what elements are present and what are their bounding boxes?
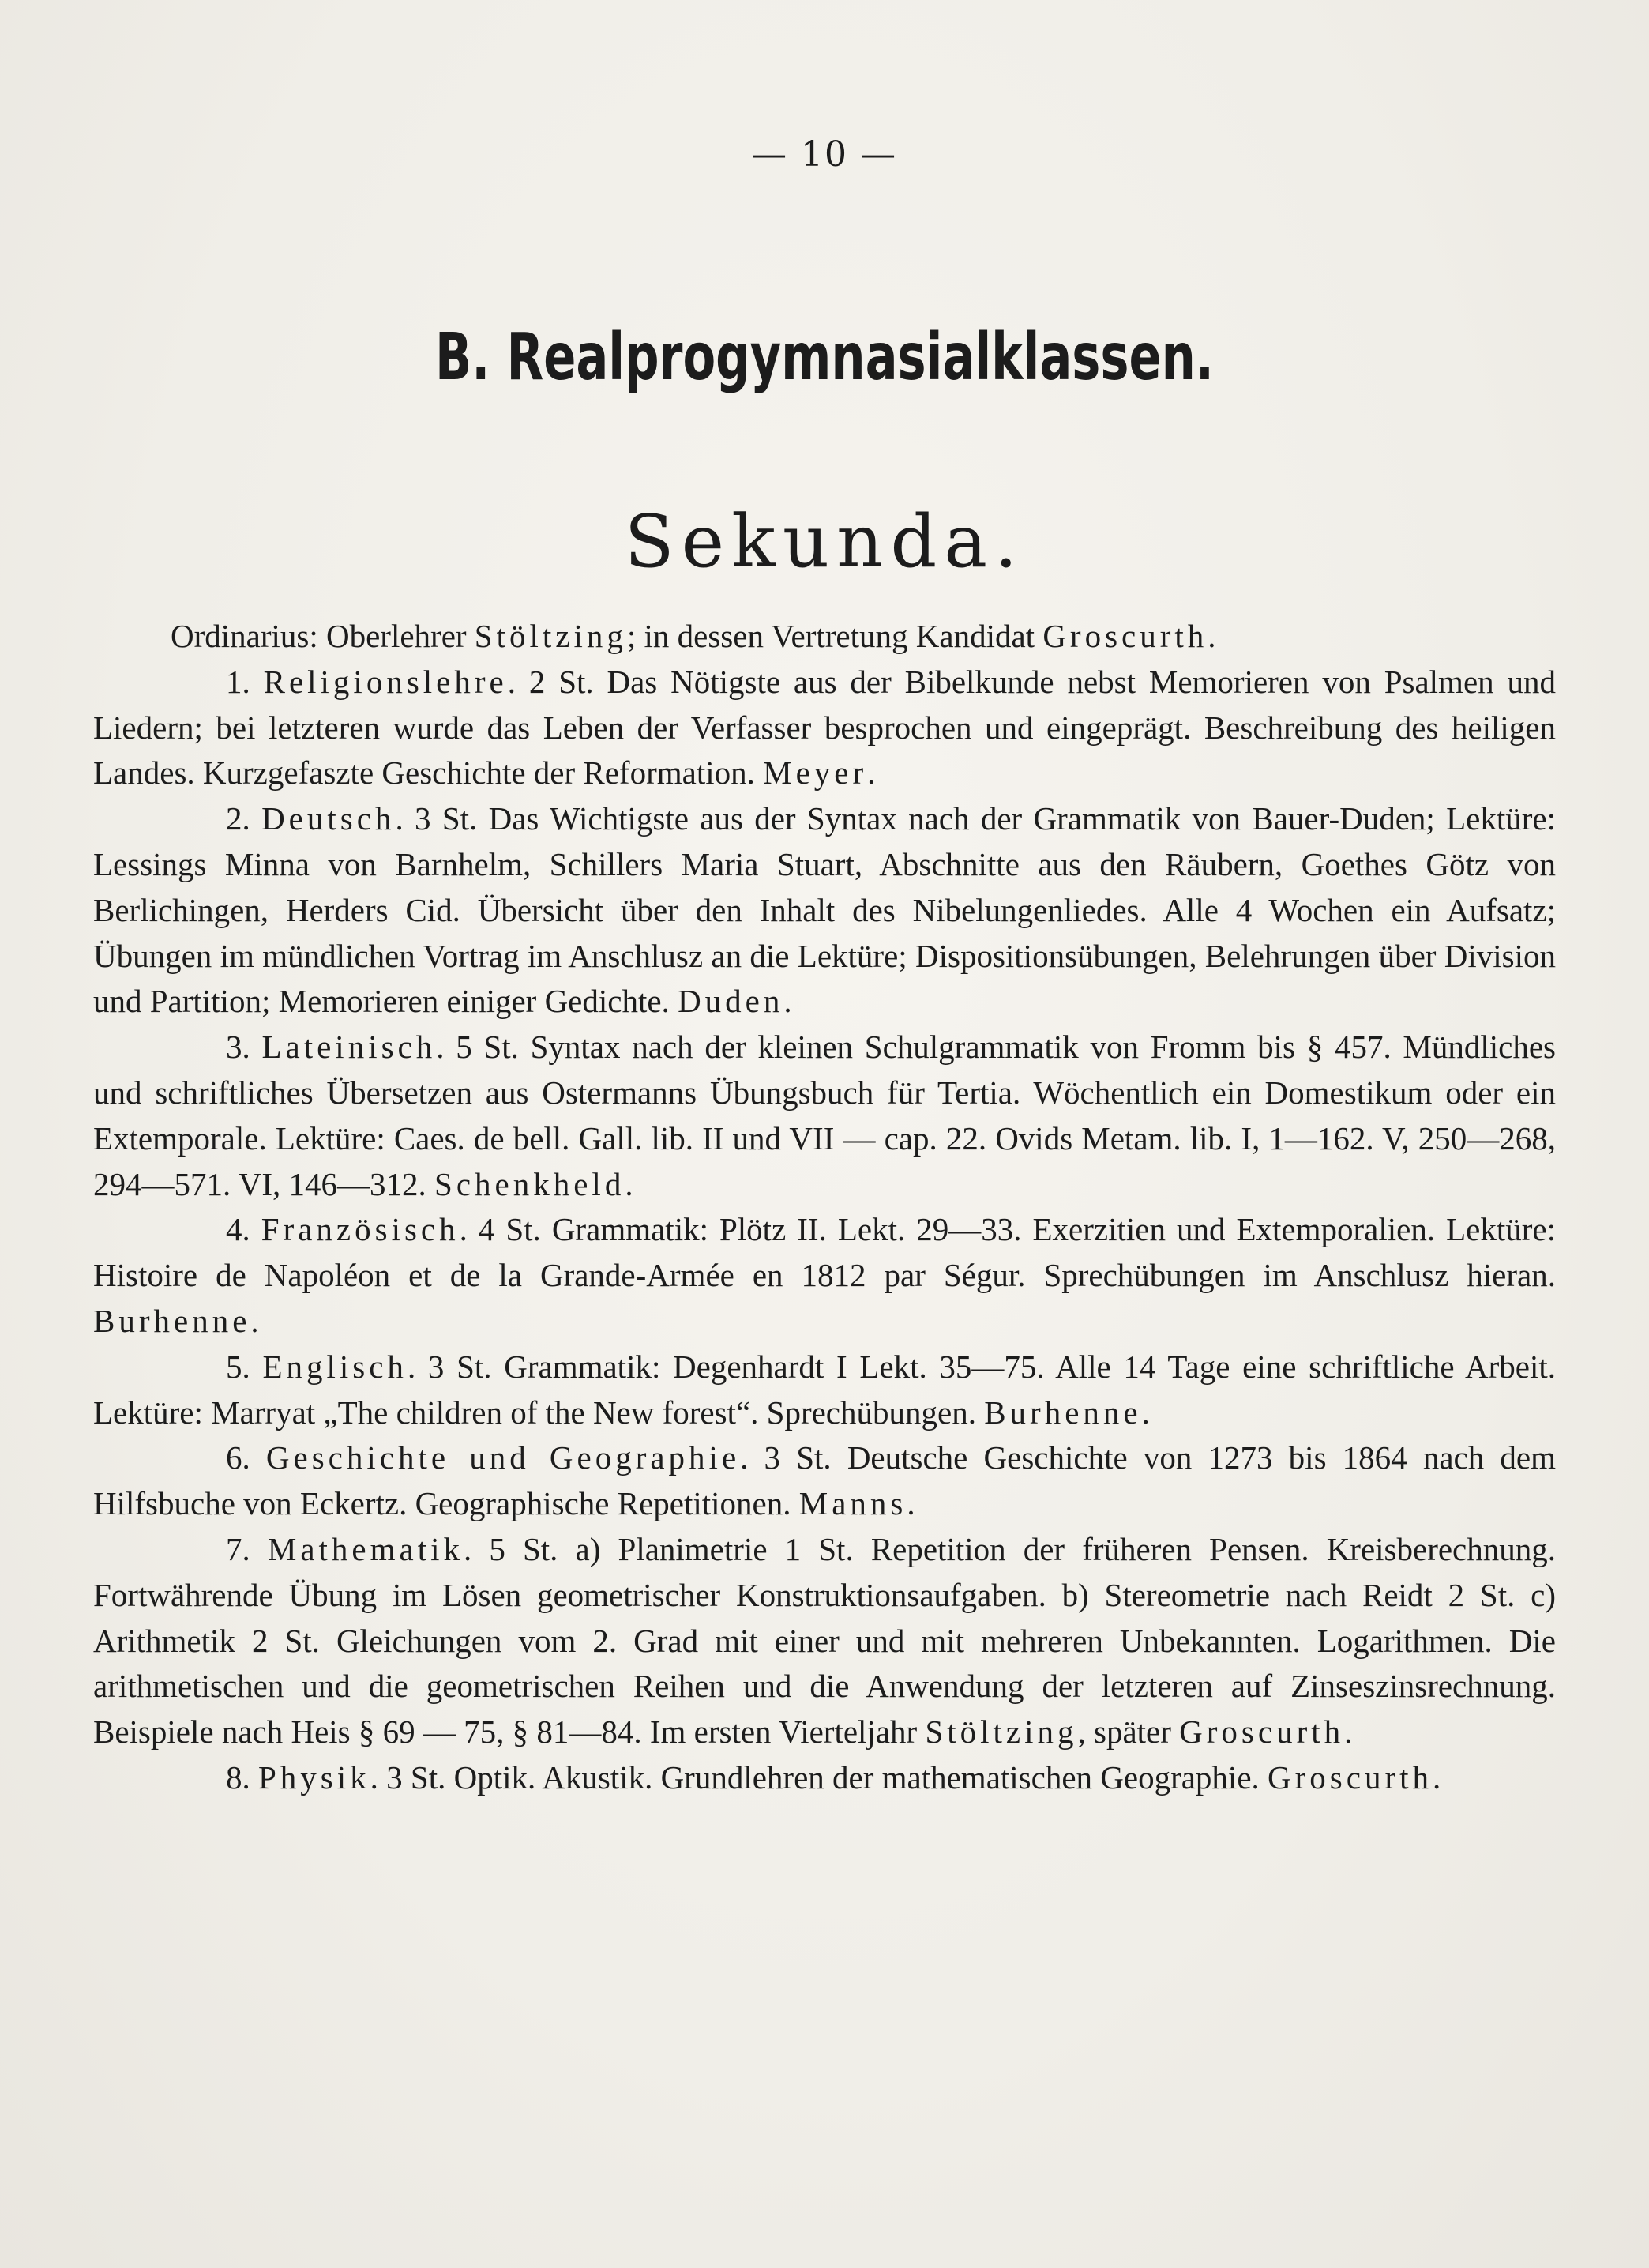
subject-teacher: Schenkheld: [434, 1165, 625, 1202]
subject-teacher: Stöltzing: [925, 1713, 1078, 1751]
subject-number: 2.: [226, 800, 262, 837]
subject-end: .: [250, 1302, 259, 1339]
subject-name: Deutsch: [261, 800, 396, 837]
subject-end: .: [1344, 1713, 1353, 1751]
subject-text: . 3 St. Grammatik: Degenhardt I Lekt. 35—75. Alle 14 Tage eine schriftliche Arbeit. Lektüre: Marryat „The children of the New forest“. Sprechübungen.: [93, 1348, 1556, 1431]
subject-paragraph-deutsch: [93, 796, 1556, 1025]
subject-teacher-second: Groscurth: [1179, 1713, 1345, 1751]
subject-name: Physik: [258, 1758, 370, 1796]
subject-paragraph-mathematik: [93, 1527, 1556, 1755]
subject-teacher: Burhenne: [93, 1302, 251, 1339]
subject-text: . 5 St. Syntax nach der kleinen Schulgrammatik von Fromm bis § 457. Mündliches und schriftliches Übersetzen aus Ostermanns Übungsbuch für Tertia. Wöchentlich ein Domestikum oder ein Extemporale. Lektüre: Caes. de bell. Gall. lib. II und VII — cap. 22. Ovids Metam. lib. I, 1—162. V, 250—268, 294—571. VI, 146—312.: [93, 1029, 1557, 1202]
subject-paragraph-franzoesisch: [93, 1207, 1556, 1344]
subject-name: Religionslehre: [263, 663, 508, 700]
subject-end: .: [625, 1165, 633, 1202]
subject-end: .: [783, 983, 792, 1020]
ordinarius-substitute-name: Groscurth: [1042, 618, 1208, 654]
section-heading: B. Realprogymnasialklassen.: [435, 320, 1214, 395]
page-number: — 10 —: [752, 134, 897, 175]
subject-number: 8.: [226, 1758, 258, 1796]
subject-name: Französisch: [261, 1211, 460, 1248]
subject-teacher: Burhenne: [984, 1394, 1142, 1431]
subject-text: . 3 St. Optik. Akustik. Grundlehren der mathematischen Geographie.: [370, 1758, 1268, 1796]
subject-text: . 4 St. Grammatik: Plötz II. Lekt. 29—33. Exerzitien und Extemporalien. Lektüre: Histoire de Napoléon et de la Grande-Armée en 1812 par Ségur. Sprechübungen im Anschlusz hieran.: [93, 1211, 1556, 1294]
subject-text: . 3 St. Deutsche Geschichte von 1273 bis 1864 nach dem Hilfsbuche von Eckertz. Geographische Repetitionen.: [93, 1439, 1556, 1522]
class-title: Sekunda.: [624, 499, 1025, 584]
ordinarius-paragraph: [93, 614, 1556, 660]
subject-number: 7.: [226, 1530, 268, 1567]
subject-teacher: Groscurth: [1268, 1758, 1433, 1796]
subject-teacher: Manns: [798, 1485, 907, 1522]
subject-paragraph-englisch: [93, 1345, 1556, 1436]
ordinarius-name: Stöltzing: [474, 618, 627, 654]
body-text: [93, 614, 1556, 1801]
subject-paragraph-religion: [93, 660, 1556, 796]
subject-name: Lateinisch: [261, 1029, 437, 1066]
subject-paragraph-geschichte: [93, 1435, 1556, 1527]
ordinarius-middle: ; in dessen Vertretung Kandidat: [626, 618, 1043, 654]
subject-paragraph-physik: [93, 1755, 1556, 1801]
subject-number: 4.: [226, 1211, 261, 1248]
subject-name: Geschichte und Geographie: [265, 1439, 741, 1476]
subject-number: 3.: [226, 1029, 262, 1066]
subject-end: .: [1433, 1758, 1441, 1796]
subject-end: .: [907, 1485, 915, 1522]
ordinarius-label: Ordinarius: Oberlehrer: [171, 618, 475, 654]
subject-paragraph-latein: [93, 1025, 1556, 1207]
ordinarius-end: .: [1208, 618, 1216, 654]
subject-teacher: Meyer: [763, 754, 868, 792]
subject-text: . 5 St. a) Planimetrie 1 St. Repetition der früheren Pensen. Kreisberechnung. Fortwährende Übung im Lösen geometrischer Konstruktionsaufgaben. b) Stereometrie nach Reidt 2 St. c) Arithmetik 2 St. Gleichungen vom 2. Grad mit einer und mit mehreren Unbekannten. Logarithmen. Die arithmetischen und die geometrischen Reihen und die Anwendung der letzteren auf Zinseszinsrechnung. Beispiele nach Heis § 69 — 75, § 81—84. Im ersten Vierteljahr: [93, 1530, 1557, 1751]
subject-text: . 3 St. Das Wichtigste aus der Syntax nach der Grammatik von Bauer-Duden; Lektüre: Lessings Minna von Barnhelm, Schillers Maria Stuart, Abschnitte aus den Räubern, Goethes Götz von Berlichingen, Herders Cid. Übersicht über den Inhalt des Nibelungenliedes. Alle 4 Wochen ein Aufsatz; Übungen im mündlichen Vortrag im Anschlusz an die Lektüre; Dispositionsübungen, Belehrungen über Division und Partition; Memorieren einiger Gedichte.: [93, 800, 1556, 1020]
subject-number: 1.: [226, 663, 264, 700]
subject-name: Englisch: [262, 1348, 408, 1385]
subject-end: .: [1141, 1394, 1150, 1431]
subject-teacher: Duden: [678, 983, 784, 1020]
subject-text: . 2 St. Das Nötigste aus der Bibelkunde nebst Memorieren von Psalmen und Liedern; bei letzteren wurde das Leben der Verfasser besprochen und eingeprägt. Beschreibung des heiligen Landes. Kurzgefaszte Geschichte der Reformation.: [93, 663, 1556, 792]
subject-number: 6.: [226, 1439, 266, 1476]
subject-number: 5.: [226, 1348, 263, 1385]
subject-middle: , später: [1077, 1713, 1180, 1751]
subject-name: Mathematik: [267, 1530, 464, 1567]
subject-end: .: [867, 754, 876, 792]
